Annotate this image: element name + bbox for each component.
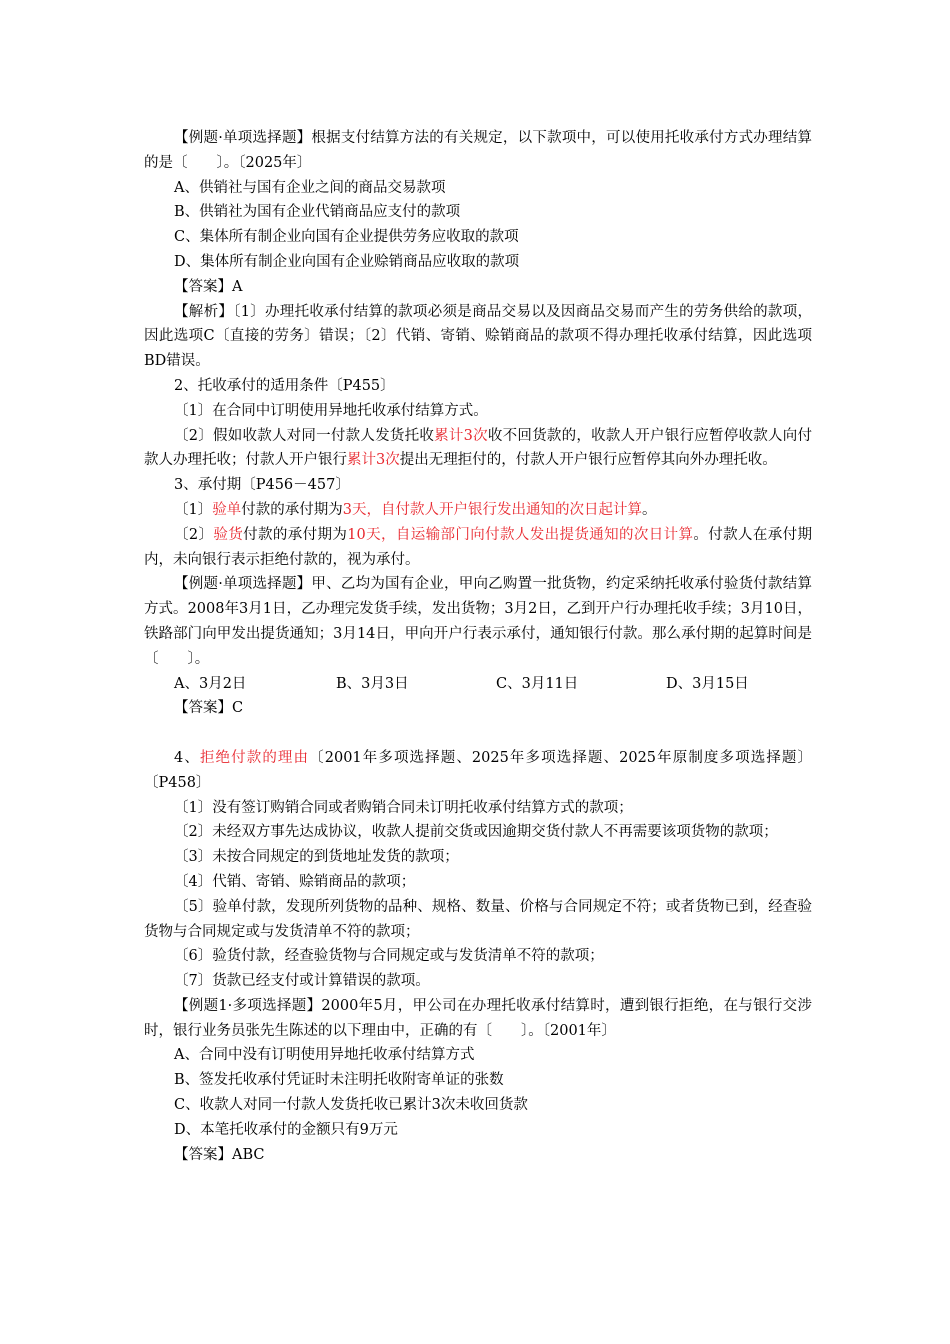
section-4-item-7: 〔7〕货款已经支付或计算错误的款项。 (174, 973, 430, 990)
section-2-item-1: 〔1〕在合同中订明使用异地托收承付结算方式。 (174, 402, 488, 419)
section-4-title (144, 746, 812, 796)
text-run: 付款的承付期为 (243, 526, 348, 543)
highlight-text: 验货 (213, 526, 244, 543)
text-run: 〔2〕假如收款人对同一付款人发货托收 (174, 427, 435, 444)
question-2-answer: 【答案】C (174, 700, 244, 717)
question-2-option-b: B、3月3日 (336, 675, 409, 692)
section-4-item-3: 〔3〕未按合同规定的到货地址发货的款项； (174, 849, 459, 866)
question-2-option-a: A、3月2日 (174, 675, 247, 692)
question-1-option-d: D、集体所有制企业向国有企业赊销商品应收取的款项 (174, 253, 520, 270)
section-3-item-1 (144, 498, 812, 523)
section-3-title: 3、承付期〔P456－457〕 (174, 477, 350, 494)
text-run: 付款的承付期为 (241, 501, 343, 518)
question-2-options (144, 672, 812, 697)
question-3-option-a: A、合同中没有订明使用异地托收承付结算方式 (174, 1047, 475, 1064)
highlight-text: 10天，自运输部门向付款人发出提货通知的次日计算 (347, 526, 694, 543)
question-3-stem: 【例题1·多项选择题】2000年5月，甲公司在办理托收承付结算时，遭到银行拒绝，在与银行交涉时，银行业务员张先生陈述的以下理由中，正确的有〔 〕。〔2001年〕 (144, 997, 812, 1039)
spacer (144, 721, 812, 746)
text-run: 。 (641, 501, 657, 518)
highlight-text: 拒绝付款的理由 (199, 749, 310, 766)
text-run: 提出无理拒付的，付款人开户银行应暂停其向外办理托收。 (399, 452, 777, 469)
text-run: 〔2〕 (174, 526, 214, 543)
text-run: 〔2001年多项选择题、2025年多项选择题、2025年原制度多项选择题〕〔P458〕 (144, 749, 813, 791)
question-3-option-c: C、收款人对同一付款人发货托收已累计3次未收回货款 (174, 1097, 528, 1114)
highlight-text: 3天，自付款人开户银行发出通知的次日起计算 (342, 501, 642, 518)
question-2-option-d: D、3月15日 (666, 675, 749, 692)
section-4-item-2: 〔2〕未经双方事先达成协议，收款人提前交货或因逾期交货付款人不再需要该项货物的款项； (174, 824, 778, 841)
document-body (144, 126, 812, 1167)
question-3-option-b: B、签发托收承付凭证时未注明托收附寄单证的张数 (174, 1072, 504, 1089)
text-run: 4、 (174, 749, 200, 766)
question-1-option-a: A、供销社与国有企业之间的商品交易款项 (174, 179, 446, 196)
question-1-stem: 【例题·单项选择题】根据支付结算方法的有关规定，以下款项中，可以使用托收承付方式办理结算的是〔 〕。〔2025年〕 (144, 130, 812, 171)
question-3-option-d: D、本笔托收承付的金额只有9万元 (174, 1121, 398, 1138)
question-3-answer: 【答案】ABC (174, 1146, 265, 1163)
question-1-option-c: C、集体所有制企业向国有企业提供劳务应收取的款项 (174, 229, 519, 246)
highlight-text: 累计3次 (347, 452, 400, 469)
section-4-item-4: 〔4〕代销、寄销、赊销商品的款项； (174, 873, 416, 890)
question-1-answer: 【答案】A (174, 278, 243, 295)
text-run: 。付款人在承付期内，未向银行表示拒绝付款的，视为承付。 (144, 526, 813, 568)
section-3-item-2 (144, 523, 812, 573)
text-run: 〔1〕 (174, 501, 213, 518)
highlight-text: 累计3次 (434, 427, 488, 444)
highlight-text: 验单 (212, 501, 242, 518)
question-1-option-b: B、供销社为国有企业代销商品应支付的款项 (174, 204, 461, 221)
question-2-stem: 【例题·单项选择题】甲、乙均为国有企业，甲向乙购置一批货物，约定采纳托收承付验货付款结算方式。2008年3月1日，乙办理完发货手续，发出货物；3月2日，乙到开户行办理托收手续；3月10日，铁路部门向甲发出提货通知；3月14日，甲向开户行表示承付，通知银行付款。那么承付期的起算时间是〔 〕。 (144, 576, 812, 667)
section-4-item-1: 〔1〕没有签订购销合同或者购销合同未订明托收承付结算方式的款项； (174, 799, 633, 816)
section-4-item-5: 〔5〕验单付款，发现所列货物的品种、规格、数量、价格与合同规定不符；或者货物已到，经查验货物与合同规定或与发货清单不符的款项； (144, 898, 812, 940)
section-2-title: 2、托收承付的适用条件〔P455〕 (174, 377, 395, 394)
text-run: 收不回货款的，收款人开户银行应暂停收款人向付款人办理托收；付款人开户银行 (144, 427, 813, 469)
section-4-item-6: 〔6〕验货付款，经查验货物与合同规定或与发货清单不符的款项； (174, 948, 604, 965)
question-1-analysis: 【解析】〔1〕办理托收承付结算的款项必须是商品交易以及因商品交易而产生的劳务供给的款项，因此选项C〔直接的劳务〕错误；〔2〕代销、寄销、赊销商品的款项不得办理托收承付结算，因此选项BD错误。 (144, 303, 812, 370)
question-2-option-c: C、3月11日 (496, 675, 579, 692)
section-2-item-2 (144, 424, 812, 474)
